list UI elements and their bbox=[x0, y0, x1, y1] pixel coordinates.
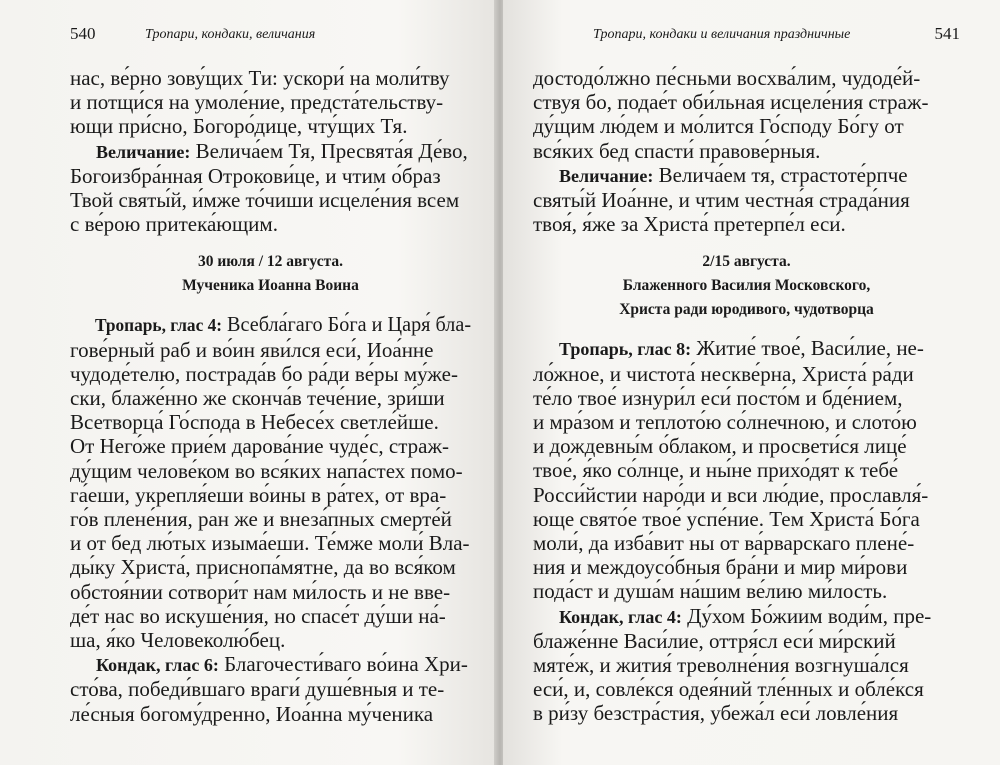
text-line: и потщи́ся на умоле́ние, предста́тельству- bbox=[70, 90, 444, 115]
spacer bbox=[533, 322, 960, 336]
spacer bbox=[70, 236, 471, 250]
velichanie-first-line bbox=[533, 163, 960, 188]
kondak-first-line bbox=[533, 604, 960, 629]
text-line: твое́, я́ко со́лнце, и ны́не прихо́дят к тебе́ bbox=[533, 458, 899, 483]
text-line: ющи при́сно, Богоро́дице, чту́щих Тя. bbox=[70, 114, 408, 139]
text-line: мяте́ж, и жития́ треволне́ния возгнуша́лся bbox=[533, 653, 909, 678]
text-line: святы́й Иоа́нне, и чтим честна́я страда́ния bbox=[533, 188, 910, 213]
text-fragment: Велича́ем тя, страстоте́рпче bbox=[658, 162, 908, 187]
text-fragment: Житие́ твое́, Васи́лие, не- bbox=[696, 336, 924, 361]
text-line: сто́ва, победи́вшаго враги́ душе́вныя и те- bbox=[70, 677, 445, 702]
velichanie-label: Величание: bbox=[559, 165, 654, 186]
text-line: нас, ве́рно зову́щих Ти: ускори́ на моли́тву bbox=[70, 66, 450, 90]
text-fragment: Всебла́гаго Бо́га и Царя́ бла- bbox=[227, 312, 472, 337]
spacer bbox=[533, 236, 960, 250]
right-body-text bbox=[533, 66, 960, 726]
text-line: ло́жное, и чистота́ нескве́рна, Христа́ ра́ди bbox=[533, 361, 914, 386]
left-running-head bbox=[70, 0, 471, 48]
velichanie-label: Величание: bbox=[96, 141, 191, 162]
text-line: те́ло твое́ изнури́л еси́ посто́м и бде́нием, bbox=[533, 385, 903, 410]
tropar-label: Тропарь, глас 8: bbox=[559, 339, 692, 360]
text-line: ша, я́ко Человеколю́бец. bbox=[70, 628, 286, 653]
velichanie-first-line bbox=[70, 139, 471, 164]
text-line: ствуя бо, подае́т оби́льная исцеле́ния страж- bbox=[533, 90, 929, 115]
left-page-number: 540 bbox=[70, 24, 96, 43]
left-body-text bbox=[70, 66, 471, 726]
tropar-first-line bbox=[533, 336, 960, 361]
text-line: и дождевны́м о́блаком, и просвети́ся лице́ bbox=[533, 434, 907, 459]
text-line: еси́, и, совле́кся одея́ний тле́нных и обле́кся bbox=[533, 677, 924, 702]
text-line: Твой святы́й, и́мже то́чиши исцеле́ния всем bbox=[70, 188, 460, 213]
feast-date-heading: 2/15 августа. bbox=[702, 253, 791, 271]
kondak-first-line bbox=[70, 652, 471, 677]
text-line: в ри́зу безстра́стия, убежа́л еси́ ловле́ния bbox=[533, 701, 899, 726]
feast-saint-heading: Мученика Иоанна Воина bbox=[182, 277, 359, 295]
text-line: с ве́рою притека́ющим. bbox=[70, 212, 278, 237]
text-line: ски, блаже́нно же сконча́в тече́ние, зри́ши bbox=[70, 386, 445, 411]
text-line: ды́ку Христа́, приснопа́мятне, да во вся́ком bbox=[70, 555, 456, 580]
text-line: ле́сныя богому́дренно, Иоа́нна му́ченика bbox=[70, 701, 434, 726]
text-line: ния и междоусо́бныя бра́ни и мир ми́рови bbox=[533, 555, 908, 580]
text-line: юще свято́е твое́ успе́ние. Тем Христа́ Бо́га bbox=[533, 506, 920, 531]
text-line: ду́щим лю́дем и мо́лится Го́споду Бо́гу от bbox=[533, 114, 904, 139]
text-fragment: Благочести́ваго во́ина Хри- bbox=[224, 652, 468, 677]
right-page bbox=[503, 0, 1000, 765]
text-line: Всетворца́ Го́спода в Небесе́х светле́йше. bbox=[70, 410, 439, 435]
right-running-head-title: Тропари, кондаки и величания праздничные bbox=[593, 27, 851, 42]
tropar-first-line bbox=[70, 312, 472, 337]
text-line: ду́щим челове́ком во вся́ких напа́стех помо- bbox=[70, 458, 463, 483]
left-page bbox=[0, 0, 497, 765]
text-line: и мра́зом и теплото́ю со́лнечною, и слото́ю bbox=[533, 410, 917, 435]
left-running-head-title: Тропари, кондаки, величания bbox=[145, 27, 316, 42]
text-line: чудоде́телю, пострада́в бо ра́ди ве́ры му́же- bbox=[70, 361, 458, 386]
feast-date-heading: 30 июля / 12 августа. bbox=[197, 253, 344, 271]
tropar-label: Тропарь, глас 4: bbox=[95, 315, 223, 336]
text-line: пода́ст и душа́м на́шим ве́лию ми́лость. bbox=[533, 579, 888, 604]
text-line: блаже́нне Васи́лие, оттря́сл еси́ ми́рский bbox=[533, 628, 896, 653]
text-fragment: Велича́ем Тя, Пресвята́я Де́во, bbox=[195, 138, 468, 163]
feast-saint-heading: Блаженного Василия Московского, bbox=[622, 277, 871, 295]
text-line: моли́, да изба́вит ны от ва́рварскаго плене́- bbox=[533, 531, 915, 556]
text-line: де́т нас во искуше́ния, но спасе́т ду́ши на́- bbox=[70, 603, 446, 628]
text-line: гове́рный раб и во́ин яви́лся еси́, Иоа́нне bbox=[70, 337, 434, 362]
text-line: достодо́лжно пе́сньми восхва́лим, чудоде́й- bbox=[533, 66, 921, 90]
text-line: вся́ких бед спасти́ правове́рныя. bbox=[533, 138, 821, 163]
text-line: и от бед лю́тых изыма́еши. Те́мже моли́ Вла- bbox=[70, 531, 470, 556]
text-line: обстоя́нии сотвори́т нам ми́лость и не вве- bbox=[70, 579, 451, 604]
text-line: га́еши, укрепля́еши во́ины в ра́тех, от вра- bbox=[70, 482, 447, 507]
text-line: Росси́йстии наро́ди и вси лю́дие, прославля́- bbox=[533, 482, 929, 507]
kondak-label: Кондак, глас 4: bbox=[559, 606, 682, 627]
text-line: От Него́же прие́м дарова́ние чуде́с, страж- bbox=[70, 434, 449, 459]
feast-saint-subheading: Христа ради юродивого, чудотворца bbox=[619, 301, 874, 319]
text-fragment: Ду́хом Бо́жиим води́м, пре- bbox=[687, 603, 932, 628]
right-running-head bbox=[533, 0, 960, 48]
spacer bbox=[70, 298, 471, 312]
right-page-number: 541 bbox=[934, 24, 960, 43]
kondak-label: Кондак, глас 6: bbox=[96, 655, 219, 676]
text-line: Богоизбра́нная Отрокови́це, и чтим о́браз bbox=[70, 163, 441, 188]
text-line: твоя́, я́же за Христа́ претерпе́л еси́. bbox=[533, 212, 846, 237]
text-line: го́в плене́ния, ран же и внеза́пных смерте́й bbox=[70, 507, 452, 532]
